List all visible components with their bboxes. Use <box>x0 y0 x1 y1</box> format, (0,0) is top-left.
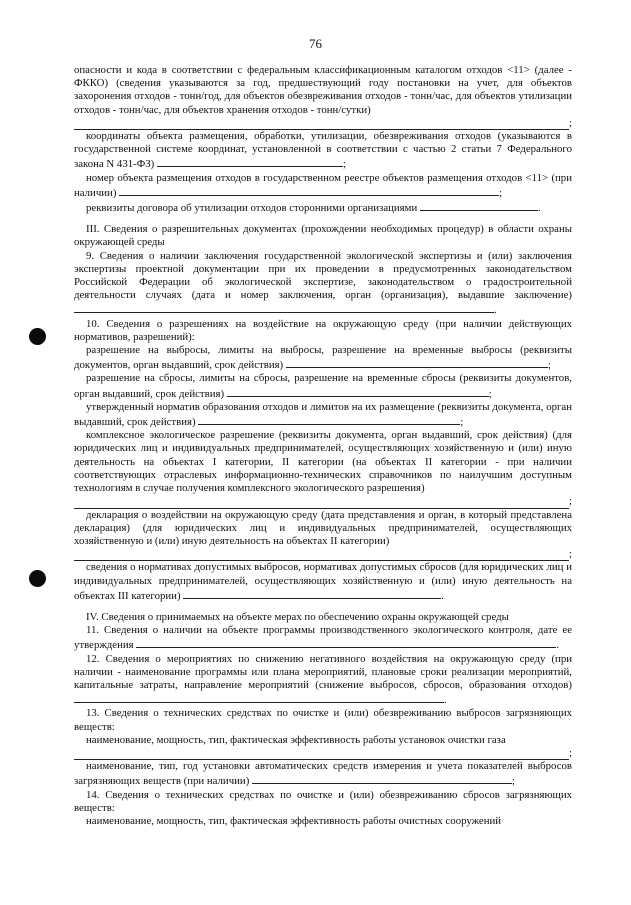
item-13: 13. Сведения о технических средствах по очистке и (или) обезвреживанию выбросов загрязняющих веществ: <box>74 707 572 733</box>
item-10: 10. Сведения о разрешениях на воздействие на окружающую среду (при наличии действующих нормативов, разрешений): <box>74 317 572 343</box>
waste-hazard-paragraph: опасности и кода в соответствии с федеральным классификационным каталогом отходов <11> (далее - ФККО) (сведения указываются за год, предшествующий году постановки на учет, для объектов захоронения отходов - тонн/год, для объектов обезвреживания отходов - тонн/час, для объектов утилизации отходов - тонн/час, для объектов хранения отходов - тонн/сутки) <box>74 64 572 116</box>
item-14: 14. Сведения о технических средствах по очистке и (или) обезвреживанию сбросов загрязняющих веществ: <box>74 788 572 814</box>
norms-category-3: сведения о нормативах допустимых выбросов, нормативах допустимых сбросов (для юридических лиц и индивидуальных предпринимателей, осуществляющих хозяйственную и (или) иную деятельность на объектах III категории) . <box>74 561 572 602</box>
coordinates-paragraph: координаты объекта размещения, обработки, утилизации, обезвреживания отходов (указываются в государственной системе координат, установленной в соответствии с частью 2 статьи 7 Федерального закона N 431-ФЗ) ; <box>74 130 572 171</box>
emissions-permit: разрешение на выбросы, лимиты на выбросы, разрешение на временные выбросы (реквизиты документов, орган выдавший, срок действия) ; <box>74 344 572 372</box>
treatment-facilities: наименование, мощность, тип, фактическая эффективность работы очистных сооружений <box>86 814 502 827</box>
page-number: 76 <box>309 36 322 51</box>
section-3-heading: III. Сведения о разрешительных документах (прохождении необходимых процедур) в области охраны окружающей среды <box>74 223 572 249</box>
auto-measurement: наименование, тип, год установки автоматических средств измерения и учета показателей выбросов загрязняющих веществ (при наличии) ; <box>74 760 572 788</box>
disposal-contract-paragraph: реквизиты договора об утилизации отходов сторонними организациями . <box>86 202 541 215</box>
declaration: декларация о воздействии на окружающую среду (дата представления и орган, в который представлена декларация) (для юридических лиц и индивидуальных предпринимателей, осуществляющих хозяйственную и (или) иную деятельность на объектах II категории) <box>74 508 572 547</box>
complex-permit: комплексное экологическое разрешение (реквизиты документа, орган выдавший, срок действия) (для юридических лиц и индивидуальных предпринимателей, осуществляющих хозяйственную и (или) иную деятельность на объектах I категории, II категории (на объектах II категории - при наличии соответствующих отраслевых информационно-технических справочников по наилучшим доступным технологиям в случае получения комплексного экологического разрешения) <box>74 429 572 495</box>
fill-line-gas: ; <box>74 747 572 760</box>
punch-hole-bottom <box>29 570 46 587</box>
item-12: 12. Сведения о мероприятиях по снижению негативного воздействия на окружающую среду (при наличии - наименование программы или плана мероприятий, плановые сроки реализации мероприятий, капитальные затраты, направление мероприятий (снижение выбросов, сбросов, образования отходов) . <box>74 652 572 707</box>
waste-norms: утвержденный норматив образования отходов и лимитов на их размещение (реквизиты документа, орган выдавший, срок действия) ; <box>74 400 572 429</box>
section-4-heading: IV. Сведения о принимаемых на объекте мерах по обеспечению охраны окружающей среды <box>86 610 509 623</box>
document-body <box>74 64 572 828</box>
fill-line-complex: ; <box>74 495 572 508</box>
gas-cleaning: наименование, мощность, тип, фактическая эффективность работы установок очистки газа <box>86 733 506 746</box>
discharges-permit: разрешение на сбросы, лимиты на сбросы, разрешение на временные сбросы (реквизиты документов, орган выдавший, срок действия) ; <box>74 372 572 400</box>
punch-hole-top <box>29 328 46 345</box>
registry-number-paragraph: номер объекта размещения отходов в государственном реестре объектов размещения отходов <11> (при наличии) ; <box>74 171 572 199</box>
item-11: 11. Сведения о наличии на объекте программы производственного экологического контроля, дате ее утверждения . <box>74 624 572 652</box>
item-9: 9. Сведения о наличии заключения государственной экологической экспертизы и (или) заключения экспертизы проектной документации при их проведении в предусмотренных законодательством Российской Федерации об экологической экспертизе, законодательством о градостроительной деятельности случаях (дата и номер заключения, орган (организация), выдавшие заключение) . <box>74 249 572 317</box>
fill-line-declaration: ; <box>74 548 572 561</box>
fill-line-waste: ; <box>74 117 572 130</box>
